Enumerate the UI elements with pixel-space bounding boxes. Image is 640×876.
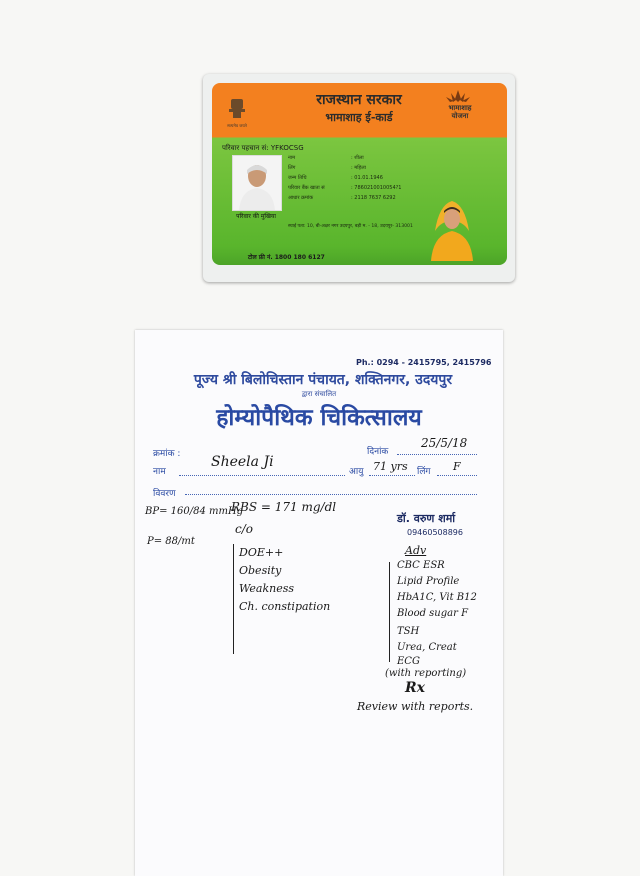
scheme-name: भामाशाह योजना: [448, 104, 472, 120]
complaint-item: Weakness: [239, 582, 295, 595]
emblem-caption: सत्यमेव जयते: [227, 123, 247, 128]
managed-by: द्वारा संचालित: [301, 390, 337, 398]
field-label-dob: जन्म तिथि: [288, 175, 307, 181]
rx-symbol: Rx: [405, 680, 425, 696]
organization-line: पूज्य श्री बिलोचिस्तान पंचायत, शक्तिनगर, उदयपुर: [193, 372, 453, 388]
field-label-aadhaar: आधार क्रमांक: [288, 195, 314, 201]
details-line: [185, 494, 477, 495]
state-emblem-icon: [228, 97, 246, 121]
details-label: विवरण: [153, 489, 176, 499]
field-value-aadhaar: : 2118 7637 6292: [351, 195, 396, 201]
sex-line: [437, 475, 477, 476]
age-line: [369, 475, 415, 476]
sex-label: लिंग: [417, 467, 431, 477]
advice-heading: Adv: [405, 544, 427, 557]
doctor-name: डॉ. वरुण शर्मा: [397, 512, 456, 525]
advice-item: HbA1C, Vit B12: [397, 592, 477, 603]
name-label: नाम: [153, 467, 166, 477]
advice-item: Urea, Creat: [397, 642, 457, 653]
government-title: राजस्थान सरकार: [316, 92, 402, 108]
clinic-phone: Ph.: 0294 - 2415795, 2415796: [356, 358, 492, 367]
review-note: Review with reports.: [357, 700, 474, 713]
date-line: [397, 454, 477, 455]
bhamashah-e-card: [212, 83, 507, 265]
advice-item: ECG: [397, 656, 420, 667]
chief-minister-portrait-icon: [425, 191, 479, 261]
member-photo: [232, 155, 282, 211]
date-label: दिनांक: [367, 447, 389, 457]
family-id-row: [222, 144, 304, 153]
complaint-item: DOE++: [239, 546, 284, 559]
bp-reading: BP= 160/84 mmHg: [145, 506, 244, 517]
clinic-title: होम्योपैथिक चिकित्सालय: [216, 405, 422, 431]
name-line: [179, 475, 345, 476]
complaint-item: Obesity: [239, 564, 282, 577]
field-value-dob: : 01.01.1946: [351, 175, 383, 181]
person-photo-icon: [233, 156, 281, 210]
complaints-bracket: [233, 544, 234, 654]
rbs-reading: RBS = 171 mg/dl: [231, 500, 337, 514]
patient-sex: F: [453, 460, 461, 473]
photo-caption: परिवार की मुखिया: [236, 213, 276, 220]
advice-item: CBC ESR: [397, 560, 445, 571]
address: स्थाई पता: 10, बी-अक्षर नगर उदयपुर, बड़ी म. - 18, उदयपुर- 313001: [288, 224, 413, 229]
patient-name: Sheela Ji: [211, 454, 274, 470]
field-label-gender: लिंग: [288, 165, 296, 171]
advice-item: Blood sugar F: [397, 608, 469, 619]
age-label: आयु: [349, 467, 364, 477]
complaints-heading: c/o: [235, 522, 253, 536]
advice-bracket: [389, 562, 390, 662]
family-id-value: YFKOCSG: [270, 144, 304, 152]
field-value-bank: : 7860210010054?1: [351, 185, 402, 191]
helpline: टोल फ्री नं. 1800 180 6127: [248, 254, 325, 261]
complaint-item: Ch. constipation: [239, 600, 331, 613]
patient-age: 71 yrs: [373, 460, 408, 473]
serial-label: क्रमांक :: [153, 449, 181, 459]
scheme-logo-icon: [443, 89, 473, 103]
field-label-name: नाम: [288, 155, 296, 161]
field-label-bank: परिवार बैंक खाता सं: [288, 185, 325, 191]
field-value-name: : शीला: [351, 155, 364, 161]
family-id-label: परिवार पहचान सं:: [222, 144, 269, 152]
advice-note: (with reporting): [385, 668, 467, 679]
card-title: भामाशाह ई-कार्ड: [325, 111, 393, 124]
pulse-reading: P= 88/mt: [147, 536, 195, 547]
advice-item: TSH: [397, 626, 420, 637]
advice-item: Lipid Profile: [397, 576, 460, 587]
date-value: 25/5/18: [421, 436, 468, 450]
doctor-phone: 09460508896: [407, 528, 463, 537]
field-value-gender: : महिला: [351, 165, 366, 171]
prescription-sheet: [135, 330, 503, 876]
